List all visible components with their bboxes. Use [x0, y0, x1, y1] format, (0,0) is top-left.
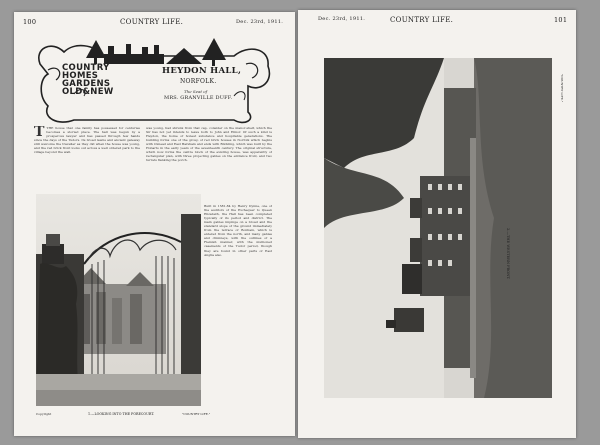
- series-logo: [62, 64, 114, 96]
- left-date: Dec. 23rd, 1911.: [236, 19, 284, 25]
- logo-line-4: OLD&NEW: [62, 87, 114, 97]
- western-front-credit: "COUNTRY LIFE.": [560, 74, 564, 103]
- forecourt-caption: 1.—LOOKING INTO THE FORECOURT.: [88, 412, 155, 416]
- right-running-head: COUNTRY LIFE.: [390, 16, 454, 24]
- copyright-label: Copyright: [36, 412, 52, 416]
- masthead-banner: [34, 34, 274, 126]
- forecourt-credit: "COUNTRY LIFE.": [182, 412, 211, 416]
- forecourt-photo: [36, 194, 201, 406]
- body-column-1: TTHE house that one family has possessed for centuries becomes a storied place. The hall was begun by a prosperous lawyer and has passed through few hands since the days of the Tudors. Its broad lawns and ancient gateway still welcome the traveller as they did when the house was young, and the red brick front looks out across a well ordered park to the village beyond the wall.: [34, 126, 140, 155]
- western-front-photo: [324, 58, 552, 398]
- logo-line-3: GARDENS: [62, 79, 111, 89]
- article-title: HEYDON HALL,: [162, 66, 242, 76]
- logo-line-2: HOMES: [62, 71, 99, 81]
- body-column-3: [204, 204, 272, 410]
- owner-line-1: The Seat of: [184, 89, 208, 94]
- left-page-number: 100: [23, 18, 37, 26]
- body-text-2: was young, had shrunk from that cap, consider on the manor-shelf, which the Sir has not yet intends to leave both to John and Elinor. Of such a kind is Heydon, the home of honest substance and hospitable generations. The building forms one of the group of red brick houses in Norfolk which begins with Oxnead and East Barsham and ends with Blickling, which was built by the Hobarts in the early years of the seventeenth century. The original structure, which now forms the centre block of the existing house, was apparently of rectangular plan, with three projecting gables on the entrance front, and two turrets flanking the porch.: [146, 126, 272, 163]
- logo-line-1: COUNTRY: [62, 63, 110, 73]
- owner-line-2: MRS. GRANVILLE DUFF.: [164, 95, 233, 101]
- body-text-1: THE house that one family has possessed for centuries becomes a storied place. The hall was begun by a prosperous lawyer and has passed through few hands since the days of the Tudors. Its broad lawns and ancient gateway still welcome the traveller as they did when the house was young, and the red brick front looks out across a well ordered park to the village beyond the wall.: [34, 126, 140, 155]
- western-front-caption: 2.—THE WESTERN FRONT.: [506, 228, 510, 280]
- castle-skyline-icon: [104, 44, 202, 64]
- article-location: NORFOLK.: [180, 78, 217, 85]
- right-date: Dec. 23rd, 1911.: [318, 16, 366, 22]
- right-page-number: 101: [554, 16, 568, 24]
- left-running-head: COUNTRY LIFE.: [120, 18, 184, 26]
- body-column-2: [146, 126, 272, 202]
- body-text-3: Built in 1581-84 by Henry Dynne, one of the auditors of the Exchequer to Queen Elizabeth, the Hall has been completed typically of its period and district. The main gables impinge on a broad and the standard slope of the ground immediately from the terrace of Bonham, which is entered from the north, and many gables and chimneys, with the outlines of a Flemish manner, with the mullioned casements of the Tudor period, though they are found in other parts of East Anglia also.: [204, 204, 272, 257]
- left-page: [14, 12, 295, 436]
- right-page: [298, 10, 576, 438]
